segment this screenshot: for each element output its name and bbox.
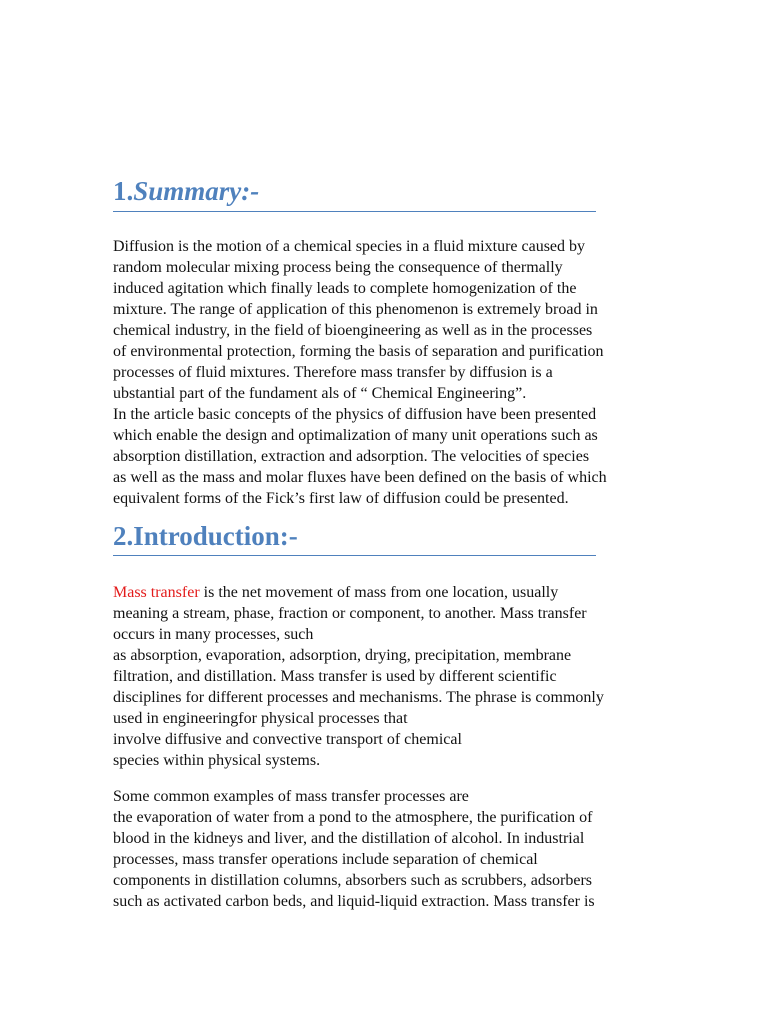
- introduction-line: as absorption, evaporation, adsorption, drying, precipitation, membrane: [113, 647, 572, 664]
- examples-line: the evaporation of water from a pond to the atmosphere, the purification of: [113, 809, 593, 826]
- introduction-paragraph-1: [113, 582, 604, 771]
- examples-line: such as activated carbon beds, and liquid-liquid extraction. Mass transfer is: [113, 893, 595, 910]
- summary-line: absorption distillation, extraction and adsorption. The velocities of species: [113, 448, 590, 465]
- examples-line: blood in the kidneys and liver, and the distillation of alcohol. In industrial: [113, 830, 585, 847]
- introduction-line: meaning a stream, phase, fraction or component, to another. Mass transfer: [113, 605, 587, 622]
- introduction-heading-number: 2.: [113, 521, 134, 551]
- summary-line: Diffusion is the motion of a chemical species in a fluid mixture caused by: [113, 238, 586, 255]
- summary-heading-number: 1.: [113, 176, 134, 206]
- summary-heading-underline: [113, 211, 596, 212]
- summary-line: In the article basic concepts of the physics of diffusion have been presented: [113, 406, 597, 423]
- examples-line: processes, mass transfer operations include separation of chemical: [113, 851, 538, 868]
- introduction-line: species within physical systems.: [113, 752, 321, 769]
- summary-line: equivalent forms of the Fick’s first law of diffusion could be presented.: [113, 490, 569, 507]
- summary-line: ubstantial part of the fundament als of “ Chemical Engineering”.: [113, 385, 527, 402]
- introduction-line: involve diffusive and convective transport of chemical: [113, 731, 462, 748]
- introduction-first-line: [113, 582, 604, 603]
- summary-line: chemical industry, in the field of bioengineering as well as in the processes: [113, 322, 593, 339]
- introduction-line: disciplines for different processes and mechanisms. The phrase is commonly: [113, 689, 604, 706]
- summary-line: random molecular mixing process being the consequence of thermally: [113, 259, 563, 276]
- summary-line: which enable the design and optimalization of many unit operations such as: [113, 427, 598, 444]
- introduction-heading-title: Introduction:-: [133, 521, 298, 551]
- introduction-heading-underline: [113, 555, 596, 556]
- examples-line: Some common examples of mass transfer processes are: [113, 788, 469, 805]
- summary-heading-title: Summary:-: [133, 176, 260, 206]
- introduction-heading: [113, 523, 298, 550]
- summary-line: of environmental protection, forming the basis of separation and purification: [113, 343, 604, 360]
- summary-line: as well as the mass and molar fluxes have been defined on the basis of which: [113, 469, 607, 486]
- summary-paragraph: [113, 236, 607, 509]
- introduction-line: occurs in many processes, such: [113, 626, 314, 643]
- summary-heading: [113, 178, 259, 205]
- introduction-first-line-rest: is the net movement of mass from one location, usually: [199, 584, 559, 601]
- introduction-paragraph-2: [113, 786, 595, 912]
- examples-line: components in distillation columns, absorbers such as scrubbers, adsorbers: [113, 872, 593, 889]
- mass-transfer-term: Mass transfer: [113, 584, 200, 601]
- summary-line: processes of fluid mixtures. Therefore mass transfer by diffusion is a: [113, 364, 553, 381]
- introduction-line: filtration, and distillation. Mass transfer is used by different scientific: [113, 668, 557, 685]
- summary-line: mixture. The range of application of this phenomenon is extremely broad in: [113, 301, 598, 318]
- summary-line: induced agitation which finally leads to complete homogenization of the: [113, 280, 577, 297]
- introduction-line: used in engineeringfor physical processes that: [113, 710, 408, 727]
